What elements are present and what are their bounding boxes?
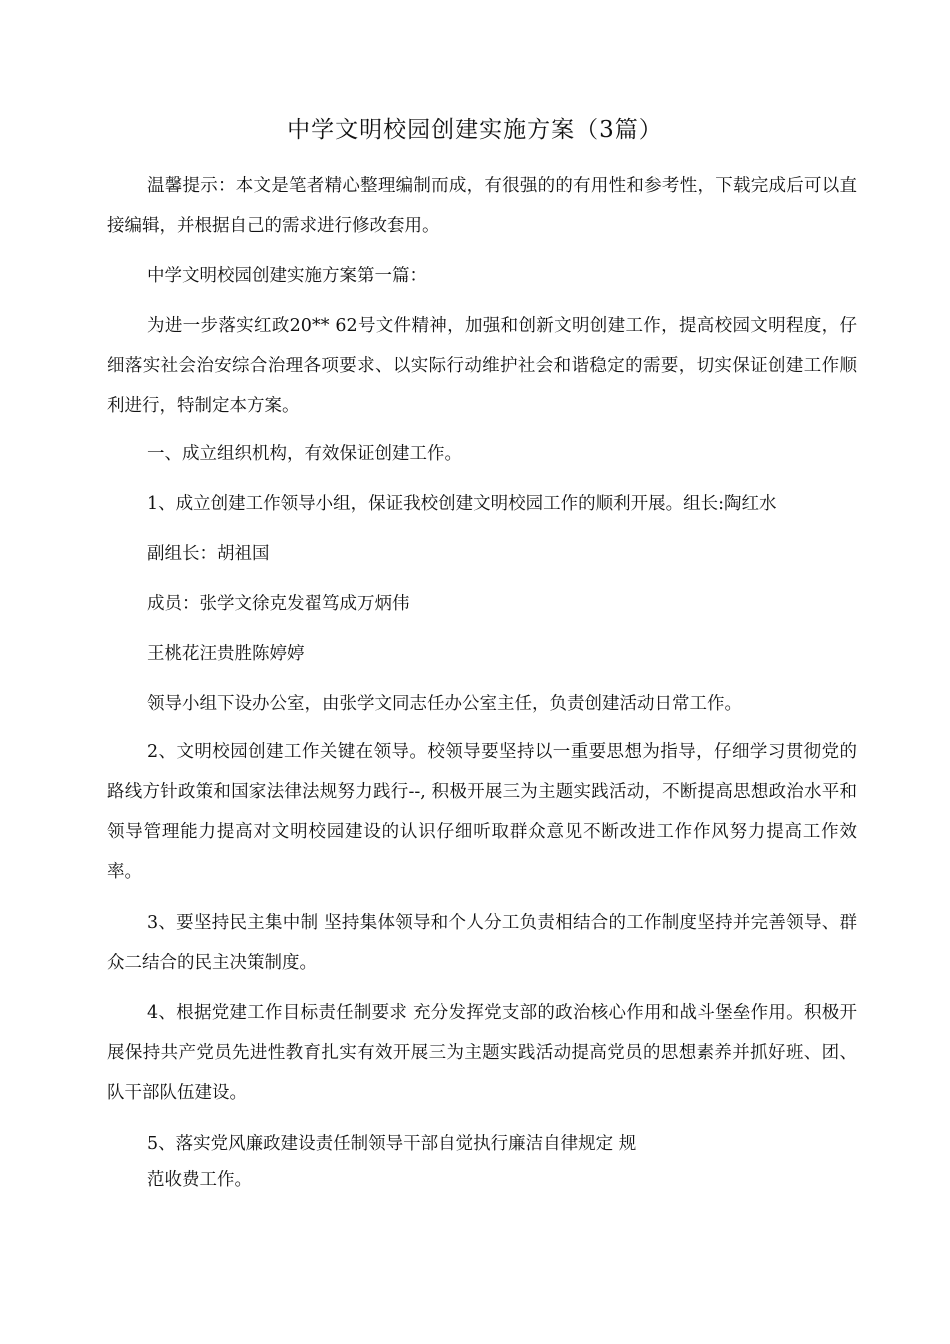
members-line-2: 王桃花汪贵胜陈婷婷	[147, 644, 305, 664]
item-1-paragraph: 1、成立创建工作领导小组，保证我校创建文明校园工作的顺利开展。组长:陶红水	[147, 494, 777, 514]
vice-leader-line: 副组长：胡祖国	[147, 544, 270, 564]
document-title: 中学文明校园创建实施方案（3篇）	[287, 117, 663, 143]
item-5-line-2: 范收费工作。	[147, 1170, 252, 1190]
members-line-1: 成员：张学文徐克发翟笃成万炳伟	[147, 594, 410, 614]
item-2-paragraph: 2、文明校园创建工作关键在领导。校领导要坚持以一重要思想为指导，仔细学习贯彻党的路线方针政策和国家法律法规努力践行--, 积极开展三为主题实践活动，不断提高思想政治水平和领导管理能力提高对文明校园建设的认识仔细听取群众意见不断改进工作作风努力提高工作效率。	[107, 742, 857, 882]
item-4-paragraph: 4、根据党建工作目标责任制要求 充分发挥党支部的政治核心作用和战斗堡垒作用。积极开展保持共产党员先进性教育扎实有效开展三为主题实践活动提高党员的思想素养并抓好班、团、队干部队伍建设。	[107, 1003, 857, 1103]
section-subtitle: 中学文明校园创建实施方案第一篇：	[147, 266, 427, 286]
intro-paragraph: 为进一步落实红政20** 62号文件精神，加强和创新文明创建工作，提高校园文明程度，仔细落实社会治安综合治理各项要求、以实际行动维护社会和谐稳定的需要，切实保证创建工作顺利进行，特制定本方案。	[107, 316, 857, 416]
item-5-line-1: 5、落实党风廉政建设责任制领导干部自觉执行廉洁自律规定 规	[147, 1134, 637, 1154]
section-heading-1: 一、成立组织机构，有效保证创建工作。	[147, 444, 462, 464]
item-3-paragraph: 3、要坚持民主集中制 坚持集体领导和个人分工负责相结合的工作制度坚持并完善领导、群众二结合的民主决策制度。	[107, 913, 857, 973]
office-paragraph: 领导小组下设办公室，由张学文同志任办公室主任，负责创建活动日常工作。	[147, 694, 742, 714]
tip-paragraph: 温馨提示：本文是笔者精心整理编制而成，有很强的的有用性和参考性，下载完成后可以直接编辑，并根据自己的需求进行修改套用。	[107, 176, 857, 236]
